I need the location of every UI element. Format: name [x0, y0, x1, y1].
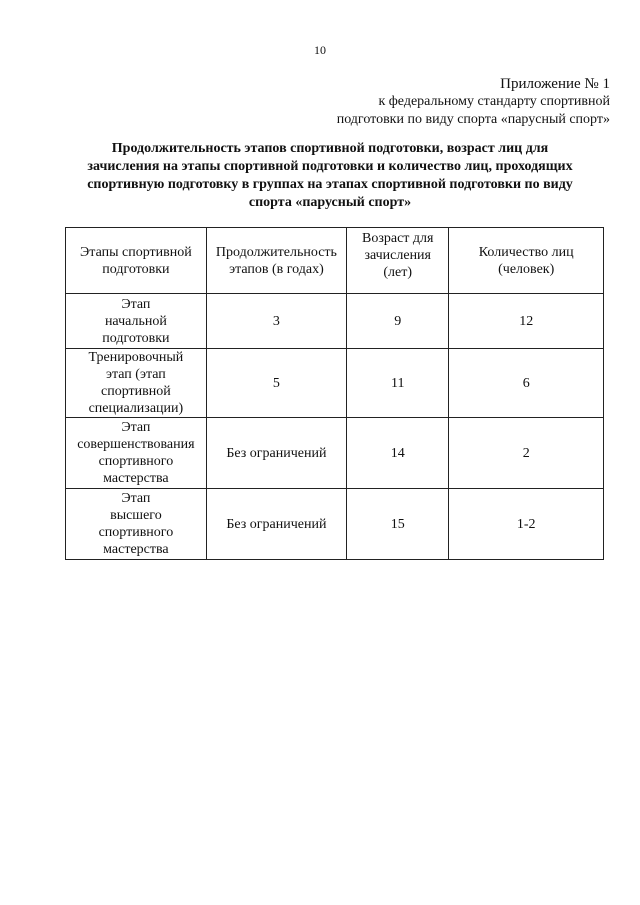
table-row: [66, 489, 604, 560]
title-line-3: спортивную подготовку в группах на этапах спортивной подготовки по виду: [87, 177, 573, 192]
stage-line: совершенствования: [77, 437, 195, 452]
header-age: [347, 228, 449, 294]
header-stage: [66, 228, 207, 294]
stage-line: спортивного: [98, 525, 174, 540]
header-age-line: Возраст для: [361, 231, 434, 246]
stage-line: начальной: [104, 313, 167, 329]
header-stage-line: Этапы спортивной: [80, 244, 192, 260]
table-header-row: [66, 228, 604, 294]
table-row: [66, 349, 604, 418]
cell-stage: [66, 489, 207, 560]
stage-line: спортивной: [101, 384, 171, 399]
cell-duration: 5: [206, 349, 346, 418]
stage-line: высшего: [110, 508, 162, 523]
table-row: [66, 418, 604, 489]
cell-age: 11: [347, 349, 449, 418]
cell-stage: [66, 349, 207, 418]
stage-line: Этап: [121, 491, 151, 506]
title-line-1: Продолжительность этапов спортивной подготовки, возраст лиц для: [111, 141, 549, 156]
header-duration-line: Продолжительность: [215, 244, 337, 260]
stage-line: спортивного: [98, 454, 174, 469]
appendix-header: [250, 75, 610, 129]
stage-line: мастерства: [103, 542, 169, 557]
training-stages-table: [65, 227, 604, 560]
header-count-line: (человек): [498, 261, 555, 277]
cell-age: 14: [347, 418, 449, 489]
stage-line: специализации): [88, 401, 184, 416]
header-age-line: (лет): [383, 265, 413, 280]
header-duration-line: этапов (в годах): [229, 261, 324, 277]
title-line-2: зачисления на этапы спортивной подготовки и количество лиц, проходящих: [87, 159, 573, 174]
stage-line: этап (этап: [105, 367, 166, 382]
header-count: [449, 228, 604, 294]
header-count-line: Количество лиц: [478, 244, 574, 260]
page-number: 10: [314, 43, 326, 57]
stage-line: Тренировочный: [88, 350, 184, 365]
cell-stage: [66, 418, 207, 489]
cell-count: 6: [449, 349, 604, 418]
appendix-line-2: к федеральному стандарту спортивной: [378, 94, 610, 109]
cell-duration: 3: [206, 294, 346, 349]
cell-count: 2: [449, 418, 604, 489]
cell-age: 9: [347, 294, 449, 349]
appendix-line-1: Приложение № 1: [500, 76, 610, 92]
stage-line: мастерства: [103, 471, 169, 486]
header-duration: [206, 228, 346, 294]
stage-line: подготовки: [102, 330, 170, 346]
cell-duration: Без ограничений: [206, 418, 346, 489]
title-line-4: спорта «парусный спорт»: [248, 195, 412, 210]
header-age-line: зачисления: [364, 248, 431, 263]
cell-stage: [66, 294, 207, 349]
stage-line: Этап: [121, 296, 151, 312]
cell-age: 15: [347, 489, 449, 560]
cell-count: 1-2: [449, 489, 604, 560]
cell-duration: Без ограничений: [206, 489, 346, 560]
header-stage-line: подготовки: [102, 261, 170, 277]
table-row: [66, 294, 604, 349]
stage-line: Этап: [121, 420, 151, 435]
document-title: [50, 140, 610, 212]
appendix-line-3: подготовки по виду спорта «парусный спорт»: [336, 112, 610, 127]
cell-count: 12: [449, 294, 604, 349]
